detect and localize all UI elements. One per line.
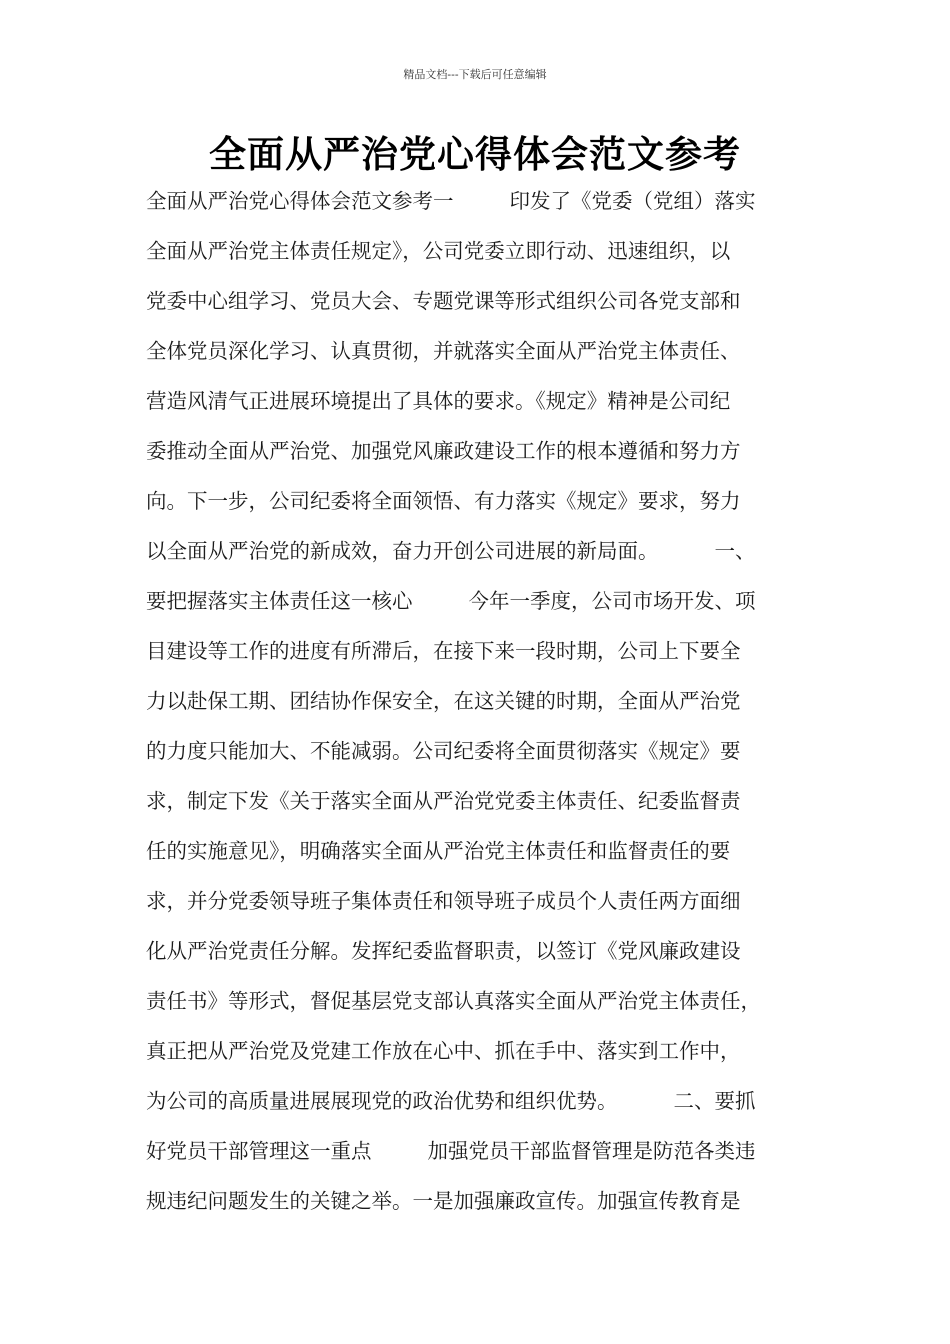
text-segment: 加强党员干部监督管理是防范各类违	[427, 1139, 756, 1163]
text-segment: 印发了《党委（党组）落实	[509, 189, 756, 213]
text-line	[146, 926, 806, 976]
text-segment: 责任书》等形式，督促基层党支部认真落实全面从严治党主体责任，	[146, 989, 761, 1013]
text-segment: 全面从严治党心得体会范文参考一	[146, 189, 454, 213]
text-line	[146, 326, 806, 376]
text-segment: 一、	[714, 539, 756, 563]
text-line	[146, 426, 806, 476]
text-line	[146, 676, 806, 726]
text-line	[146, 876, 806, 926]
text-segment: 向。下一步，公司纪委将全面领悟、有力落实《规定》要求，努力	[146, 489, 741, 513]
document-title: 全面从严治党心得体会范文参考	[209, 132, 741, 176]
text-line	[146, 376, 806, 426]
text-segment: 全面从严治党主体责任规定》，公司党委立即行动、迅速组织，以	[146, 239, 731, 263]
text-segment: 今年一季度，公司市场开发、项	[468, 589, 756, 613]
text-segment: 为公司的高质量进展展现党的政治优势和组织优势。	[146, 1089, 618, 1113]
text-segment: 党委中心组学习、党员大会、专题党课等形式组织公司各党支部和	[146, 289, 741, 313]
header-note: 精品文档---下载后可任意编辑	[403, 68, 547, 81]
text-line	[146, 976, 806, 1026]
text-segment: 要把握落实主体责任这一核心	[146, 589, 413, 613]
text-line	[146, 776, 806, 826]
text-segment: 真正把从严治党及党建工作放在心中、抓在手中、落实到工作中，	[146, 1039, 741, 1063]
text-line	[146, 1126, 806, 1176]
text-segment: 二、要抓	[673, 1089, 756, 1113]
text-line	[146, 526, 806, 576]
text-segment: 好党员干部管理这一重点	[146, 1139, 372, 1163]
text-segment: 任的实施意见》，明确落实全面从严治党主体责任和监督责任的要	[146, 839, 731, 863]
text-segment: 的力度只能加大、不能减弱。公司纪委将全面贯彻落实《规定》要	[146, 739, 741, 763]
text-line	[146, 1076, 806, 1126]
text-line	[146, 726, 806, 776]
text-segment: 力以赴保工期、团结协作保安全，在这关键的时期，全面从严治党	[146, 689, 741, 713]
text-segment: 全体党员深化学习、认真贯彻，并就落实全面从严治党主体责任、	[146, 339, 741, 363]
document-body	[146, 176, 806, 1226]
text-segment: 规违纪问题发生的关键之举。一是加强廉政宣传。加强宣传教育是	[146, 1189, 741, 1213]
text-line	[146, 176, 806, 226]
text-line	[146, 226, 806, 276]
text-segment: 化从严治党责任分解。发挥纪委监督职责，以签订《党风廉政建设	[146, 939, 741, 963]
text-segment: 营造风清气正进展环境提出了具体的要求。《规定》精神是公司纪	[146, 389, 731, 413]
text-line	[146, 276, 806, 326]
text-line	[146, 1026, 806, 1076]
text-segment: 求，制定下发《关于落实全面从严治党党委主体责任、纪委监督责	[146, 789, 741, 813]
text-segment: 委推动全面从严治党、加强党风廉政建设工作的根本遵循和努力方	[146, 439, 741, 463]
text-line	[146, 826, 806, 876]
text-line	[146, 476, 806, 526]
text-segment: 求，并分党委领导班子集体责任和领导班子成员个人责任两方面细	[146, 889, 741, 913]
text-line	[146, 626, 806, 676]
text-line	[146, 576, 806, 626]
text-segment: 以全面从严治党的新成效，奋力开创公司进展的新局面。	[146, 539, 659, 563]
text-segment: 目建设等工作的进度有所滞后，在接下来一段时期，公司上下要全	[146, 639, 741, 663]
text-line	[146, 1176, 806, 1226]
